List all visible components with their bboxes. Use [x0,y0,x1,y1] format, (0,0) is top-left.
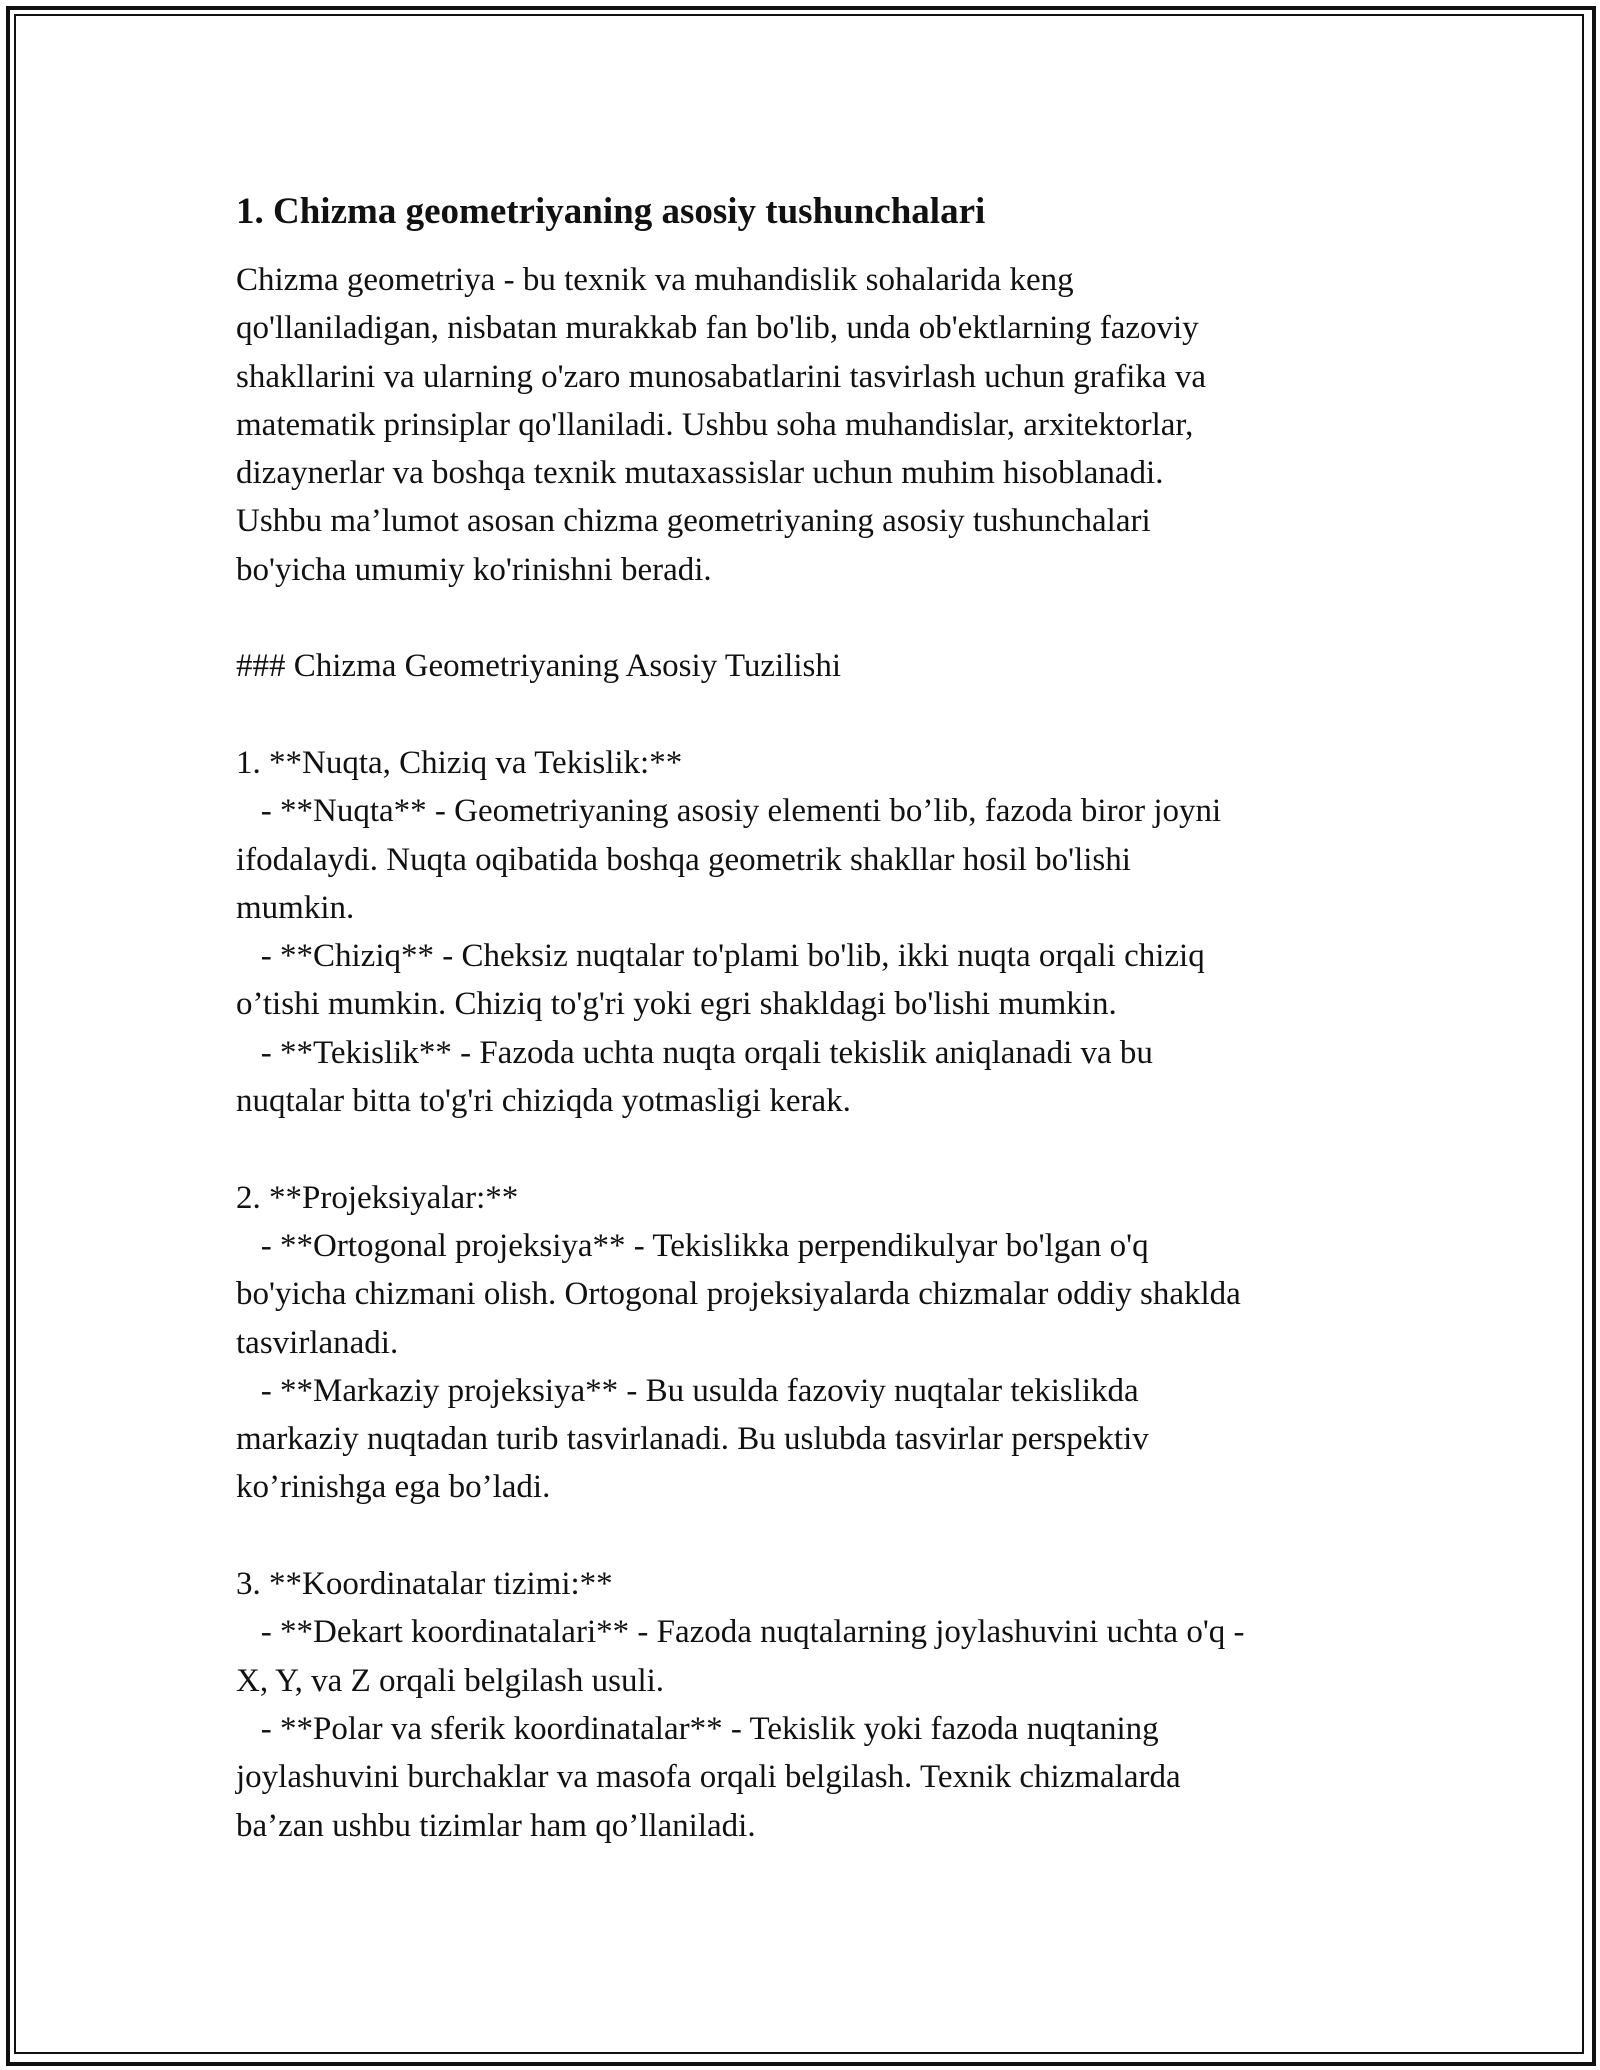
document-body [236,256,1376,1850]
body-line: matematik prinsiplar qo'llaniladi. Ushbu soha muhandislar, arxitektorlar, [236,406,1194,443]
blank-line [236,594,1376,642]
body-line: ifodalaydi. Nuqta oqibatida boshqa geometrik shakllar hosil bo'lishi [236,841,1131,878]
body-line: ba’zan ushbu tizimlar ham qo’llaniladi. [236,1807,756,1844]
list-item: 2. **Projeksiyalar:** [236,1179,519,1216]
blank-line [236,1125,1376,1173]
section-heading: ### Chizma Geometriyaning Asosiy Tuzilishi [236,648,842,685]
list-subitem: - **Nuqta** - Geometriyaning asosiy elementi bo’lib, fazoda biror joyni [236,793,1222,830]
blank-line [236,691,1376,739]
list-item: 1. **Nuqta, Chiziq va Tekislik:** [236,744,683,781]
list-item: 3. **Koordinatalar tizimi:** [236,1566,613,1603]
body-line: qo'llaniladigan, nisbatan murakkab fan bo'lib, unda ob'ektlarning fazoviy [236,310,1199,347]
body-line: bo'yicha umumiy ko'rinishni beradi. [236,551,712,588]
body-line: Chizma geometriya - bu texnik va muhandislik sohalarida keng [236,262,1074,298]
body-line: markaziy nuqtadan turib tasvirlanadi. Bu uslubda tasvirlar perspektiv [236,1421,1149,1458]
body-line: mumkin. [236,889,355,926]
list-subitem: - **Dekart koordinatalari** - Fazoda nuqtalarning joylashuvini uchta o'q - [236,1614,1245,1651]
blank-line [236,1512,1376,1560]
body-line: nuqtalar bitta to'g'ri chiziqda yotmasligi kerak. [236,1083,851,1120]
body-line: Ushbu ma’lumot asosan chizma geometriyaning asosiy tushunchalari [236,503,1151,540]
body-line: joylashuvini burchaklar va masofa orqali belgilash. Texnik chizmalarda [236,1759,1181,1796]
list-subitem: - **Ortogonal projeksiya** - Tekislikka perpendikulyar bo'lgan o'q [236,1227,1149,1264]
body-line: tasvirlanadi. [236,1324,399,1361]
document-page [236,190,1376,1850]
list-subitem: - **Tekislik** - Fazoda uchta nuqta orqali tekislik aniqlanadi va bu [236,1034,1153,1071]
body-line: o’tishi mumkin. Chiziq to'g'ri yoki egri shakldagi bo'lishi mumkin. [236,986,1117,1023]
list-subitem: - **Chiziq** - Cheksiz nuqtalar to'plami bo'lib, ikki nuqta orqali chiziq [236,938,1205,975]
document-heading: 1. Chizma geometriyaning asosiy tushunchalari [236,191,986,232]
body-line: bo'yicha chizmani olish. Ortogonal projeksiyalarda chizmalar oddiy shaklda [236,1276,1241,1313]
list-subitem: - **Polar va sferik koordinatalar** - Tekislik yoki fazoda nuqtaning [236,1710,1159,1747]
list-subitem: - **Markaziy projeksiya** - Bu usulda fazoviy nuqtalar tekislikda [236,1372,1139,1409]
body-line: X, Y, va Z orqali belgilash usuli. [236,1662,665,1699]
body-line: ko’rinishga ega bo’ladi. [236,1469,551,1506]
body-line: dizaynerlar va boshqa texnik mutaxassislar uchun muhim hisoblanadi. [236,455,1164,492]
body-line: shakllarini va ularning o'zaro munosabatlarini tasvirlash uchun grafika va [236,358,1206,395]
